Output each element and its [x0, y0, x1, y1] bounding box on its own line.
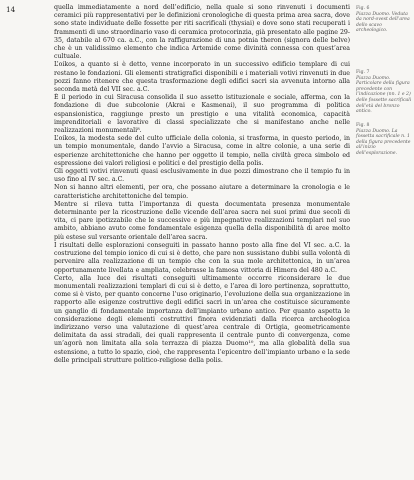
figure-caption-text: Piazza Duomo. Particolare della figura precedente con l’indicazione (nn. 1 e 2) delle fossette sacrificali dell’età del bronzo antico.: [356, 75, 412, 115]
paragraph: quella immediatamente a nord dell’edificio, nella quale si sono rinvenuti i documenti ceramici più rappresentativi per le definizioni cronologiche di questa prima area sacra, dove sono state individuate delle fossette per riti sacrificali (thysiai) e dove sono stati recuperati i frammenti di uno straordinario vaso di ceramica protocorinzia, già presentato alle pagine 29-35, databile al 670 ca. a.C., con la raffigurazione di una potnia theron (signora delle belve) che è un validissimo elemento che indica Artemide come divinità connessa con quest’area cultuale.: [54, 4, 350, 61]
figure-caption: [356, 70, 412, 115]
paragraph: Certo, alla luce dei risultati conseguiti ultimamente occorre riconsiderare le due monumentali realizzazioni templari di cui si è detto, e l’area di loro pertinenza, soprattutto, come si è visto, per quanto concerne l’uso originario, l’evoluzione della sua organizzazione in rapporto alle esigenze costruttive degli edifici sacri in un’area che costituisce sicuramente un ganglio di fondamentale importanza dell’impianto urbano antico. Per quanto aspetta le considerazione degli elementi costruttivi finora evidenziati dalla ricerca archeologica indirizzano verso una valutazione di quest’area centrale di Ortigia, geometricamente delimitata da assi stradali, dei quali rappresenta il centrale punto di convergenza, come un’agorà non limitata alla sola terrazza di piazza Duomo¹⁰, ma alla globalità della sua estensione, a tutto lo spazio, cioè, che rappresenta l’epicentro dell’impianto urbano e la sede delle principali strutture politico-religiose della polis.: [54, 274, 350, 364]
figure-caption-text: Piazza Duomo. La fossetta sacrificale n. 1 della figura precedente all’inizio dell’esplorazione.: [356, 128, 411, 156]
figure-label: Fig. 8: [356, 123, 370, 128]
figure-caption-text: Piazza Duomo. Veduta da nord-ovest dell’area dello scavo archeologico.: [356, 11, 410, 34]
paragraph: È il periodo in cui Siracusa consolida il suo assetto istituzionale e sociale, afferma, con la fondazione di due subcolonie (Akrai e Kasmenai), il suo programma di politica espansionistica, raggiunge presto un prestigio e una vitalità economica, capacità imprenditoriali e lavorative di classi specializzate che si manifestano anche nelle realizzazioni monumentali⁸.: [54, 94, 350, 135]
paragraph: Mentre si rileva tutta l’importanza di questa documentata presenza monumentale determinante per la ricostruzione delle vicende dell’area sacra nei suoi primi due secoli di vita, ci pare ipotizzabile che le successive e più impegnative realizzazioni templari nel suo ambito, abbiano avuto come fondamentale esigenza quella della disponibilità di aree molto più estese sul versante orientale dell’area sacra.: [54, 200, 350, 241]
paragraph: Non si hanno altri elementi, per ora, che possano aiutare a determinare la cronologia e le caratteristiche architettoniche del tempio.: [54, 184, 350, 200]
figure-caption: [356, 6, 412, 34]
paragraph: I risultati delle esplorazioni conseguiti in passato hanno posto alla fine del VI sec. a.C. la costruzione del tempio ionico di cui si è detto, che pare non sussistano dubbi sulla volontà di pervenire alla realizzazione di un tempio che con la sua mole architettonica, in un’area opportunamente livellata e ampliata, celebrasse la famosa vittoria di Himera del 480 a.C.: [54, 241, 350, 274]
paragraph: L’oikos, a quanto si è detto, venne incorporato in un successivo edificio templare di cui restano le fondazioni. Gli elementi stratigrafici disponibili e i materiali votivi rinvenuti in due pozzi fanno ritenere che questa trasformazione degli edifici sacri sia avvenuta intorno alla seconda metà del VII sec. a.C.: [54, 61, 350, 94]
page-number: 14: [6, 5, 16, 14]
paragraph: L’oikos, la modesta sede del culto ufficiale della colonia, si trasforma, in questo periodo, in un tempio monumentale, dando l’avvio a Siracusa, come in altre colonie, a una serie di esperienze architettoniche che hanno per oggetto il tempio, nella civiltà greca simbolo ed espressione dei valori religiosi e politici e del prestigio della polis.: [54, 135, 350, 167]
figure-caption: [356, 123, 412, 157]
paragraph: Gli oggetti votivi rinvenuti quasi esclusivamente in due pozzi dimostrano che il tempio fu in uso fino al IV sec. a.C.: [54, 168, 350, 184]
figure-label: Fig. 6: [356, 6, 370, 11]
figure-label: Fig. 7: [356, 70, 370, 75]
main-text-column: [54, 4, 350, 365]
